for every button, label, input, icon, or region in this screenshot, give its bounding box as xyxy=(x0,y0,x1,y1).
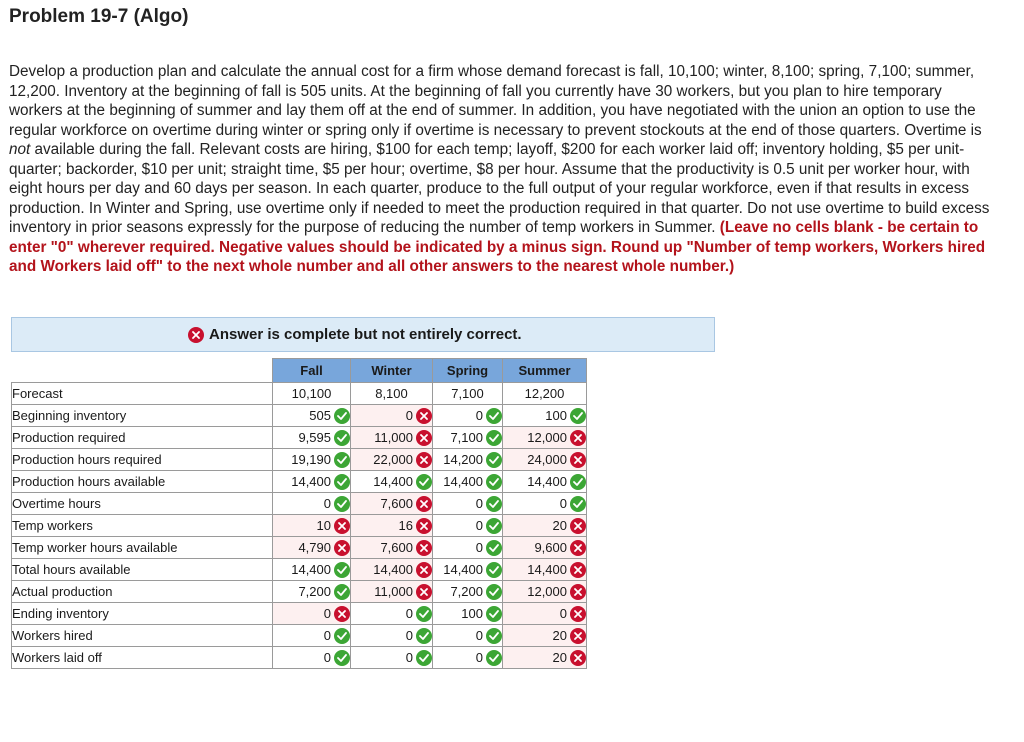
answer-cell-summer[interactable] xyxy=(503,449,587,471)
forecast-spring: 7,100 xyxy=(433,383,503,405)
answer-cell-summer[interactable] xyxy=(503,427,587,449)
answer-cell-fall[interactable] xyxy=(273,427,351,449)
table-row xyxy=(12,581,587,603)
answer-cell-fall[interactable] xyxy=(273,625,351,647)
incorrect-x-icon xyxy=(570,606,586,622)
answer-cell-spring[interactable] xyxy=(433,471,503,493)
answer-cell-winter[interactable] xyxy=(351,449,433,471)
answer-cell-fall[interactable] xyxy=(273,647,351,669)
answer-value: 14,400 xyxy=(443,474,483,489)
col-header-summer: Summer xyxy=(503,359,587,383)
correct-check-icon xyxy=(486,584,502,600)
incorrect-x-icon xyxy=(416,584,432,600)
answer-cell-fall[interactable] xyxy=(273,449,351,471)
answer-cell-spring[interactable] xyxy=(433,581,503,603)
table-row xyxy=(12,603,587,625)
correct-check-icon xyxy=(486,452,502,468)
incorrect-x-icon xyxy=(416,540,432,556)
answer-value: 505 xyxy=(309,408,331,423)
correct-check-icon xyxy=(334,584,350,600)
correct-check-icon xyxy=(416,474,432,490)
row-label: Temp workers xyxy=(12,515,273,537)
answer-value: 10 xyxy=(316,518,331,533)
row-label: Ending inventory xyxy=(12,603,273,625)
answer-cell-summer[interactable] xyxy=(503,405,587,427)
answer-cell-summer[interactable] xyxy=(503,537,587,559)
page-title: Problem 19-7 (Algo) xyxy=(9,6,189,27)
answer-value: 0 xyxy=(475,628,483,643)
answer-cell-summer[interactable] xyxy=(503,647,587,669)
problem-text-part1: Develop a production plan and calculate the annual cost for a firm whose demand forecast is fall, 10,100; winter, 8,100; spring, 7,100; summer, 12,200. Inventory at the beginning of fall is 505 units. At the beginning of fall you currently have 30 workers, but you plan to hire temporary workers at the beginning of summer and lay them off at the end of summer. In addition, you have negotiated with the union an option to use the regular workforce on overtime during winter or spring only if overtime is necessary to prevent stockouts at the end of those quarters. Overtime is xyxy=(9,63,982,139)
answer-value: 9,595 xyxy=(298,430,331,445)
answer-cell-winter[interactable] xyxy=(351,493,433,515)
answer-value: 9,600 xyxy=(534,540,567,555)
row-label: Forecast xyxy=(12,383,273,405)
table-header-row xyxy=(12,359,587,383)
correct-check-icon xyxy=(570,496,586,512)
col-header-fall: Fall xyxy=(273,359,351,383)
problem-text-part2: available during the fall. Relevant costs are hiring, $100 for each temp; layoff, $200 for each worker laid off; inventory holding, $5 per unit-quarter; backorder, $10 per unit; straight time, $5 per hour; overtime, $8 per hour. Assume that the productivity is 0.5 unit per worker hour, with eight hours per day and 60 days per season. In each quarter, produce to the full output of your regular workforce, even if that results in excess production. In Winter and Spring, use overtime only if needed to meet the production required in that quarter. Do not use overtime to build excess inventory in prior seasons expressly for the purpose of reducing the number of temp workers in Summer. xyxy=(9,141,990,236)
answer-value: 24,000 xyxy=(527,452,567,467)
incorrect-x-icon xyxy=(570,430,586,446)
correct-check-icon xyxy=(486,408,502,424)
answer-value: 11,000 xyxy=(374,430,413,445)
incorrect-x-icon xyxy=(416,518,432,534)
correct-check-icon xyxy=(334,408,350,424)
correct-check-icon xyxy=(486,518,502,534)
table-row xyxy=(12,537,587,559)
answer-value: 0 xyxy=(559,606,567,621)
incorrect-x-icon xyxy=(334,606,350,622)
incorrect-x-icon xyxy=(570,452,586,468)
forecast-summer: 12,200 xyxy=(503,383,587,405)
answer-value: 0 xyxy=(475,650,483,665)
row-label: Production hours required xyxy=(12,449,273,471)
answer-value: 4,790 xyxy=(298,540,331,555)
incorrect-x-icon xyxy=(570,584,586,600)
answer-cell-winter[interactable] xyxy=(351,471,433,493)
table-row-forecast xyxy=(12,383,587,405)
answer-value: 7,600 xyxy=(380,540,413,555)
correct-check-icon xyxy=(334,562,350,578)
correct-check-icon xyxy=(334,430,350,446)
answer-cell-winter[interactable] xyxy=(351,515,433,537)
answer-value: 0 xyxy=(323,496,331,511)
answer-value: 0 xyxy=(405,628,413,643)
row-label: Workers laid off xyxy=(12,647,273,669)
table-row xyxy=(12,449,587,471)
row-label: Overtime hours xyxy=(12,493,273,515)
answer-value: 0 xyxy=(323,628,331,643)
answer-cell-fall[interactable] xyxy=(273,493,351,515)
incorrect-x-icon xyxy=(570,650,586,666)
answer-value: 14,400 xyxy=(443,562,483,577)
correct-check-icon xyxy=(486,606,502,622)
answer-cell-winter[interactable] xyxy=(351,581,433,603)
answer-cell-spring[interactable] xyxy=(433,405,503,427)
answer-value: 0 xyxy=(559,496,567,511)
correct-check-icon xyxy=(334,650,350,666)
answer-value: 100 xyxy=(545,408,567,423)
incorrect-x-icon xyxy=(416,562,432,578)
incorrect-x-icon xyxy=(416,430,432,446)
answer-value: 7,200 xyxy=(450,584,483,599)
incorrect-x-icon xyxy=(570,562,586,578)
col-header-spring: Spring xyxy=(433,359,503,383)
incorrect-x-icon xyxy=(570,540,586,556)
incorrect-x-icon xyxy=(416,496,432,512)
correct-check-icon xyxy=(486,562,502,578)
answer-value: 0 xyxy=(475,540,483,555)
table-row xyxy=(12,493,587,515)
answer-value: 0 xyxy=(405,650,413,665)
problem-text-emphasis: not xyxy=(9,141,31,158)
correct-check-icon xyxy=(570,474,586,490)
forecast-fall: 10,100 xyxy=(273,383,351,405)
forecast-winter: 8,100 xyxy=(351,383,433,405)
answer-cell-summer[interactable] xyxy=(503,625,587,647)
answer-value: 0 xyxy=(323,606,331,621)
x-circle-icon xyxy=(188,327,204,343)
answer-cell-fall[interactable] xyxy=(273,581,351,603)
table-row xyxy=(12,471,587,493)
incorrect-x-icon xyxy=(416,452,432,468)
answer-cell-winter[interactable] xyxy=(351,405,433,427)
row-label: Workers hired xyxy=(12,625,273,647)
answer-value: 0 xyxy=(323,650,331,665)
table-row xyxy=(12,427,587,449)
correct-check-icon xyxy=(416,606,432,622)
problem-text xyxy=(9,62,999,277)
answer-cell-spring[interactable] xyxy=(433,449,503,471)
correct-check-icon xyxy=(486,628,502,644)
problem-instruction: (Leave no cells blank - be certain to enter "0" wherever required. Negative values should be indicated by a minus sign. Round up "Number of temp workers, Workers hired and Workers laid off" to the next whole number and all other answers to the nearest whole number.) xyxy=(9,219,986,275)
table-row xyxy=(12,625,587,647)
correct-check-icon xyxy=(416,628,432,644)
answer-value: 12,000 xyxy=(527,584,567,599)
table-row xyxy=(12,647,587,669)
answer-value: 20 xyxy=(552,628,567,643)
answer-value: 0 xyxy=(475,408,483,423)
incorrect-x-icon xyxy=(570,628,586,644)
answer-value: 12,000 xyxy=(527,430,567,445)
correct-check-icon xyxy=(486,474,502,490)
correct-check-icon xyxy=(486,496,502,512)
answer-cell-summer[interactable] xyxy=(503,581,587,603)
answer-cell-summer[interactable] xyxy=(503,493,587,515)
answer-value: 100 xyxy=(461,606,483,621)
incorrect-x-icon xyxy=(570,518,586,534)
header-blank xyxy=(12,359,273,383)
correct-check-icon xyxy=(416,650,432,666)
answer-value: 7,600 xyxy=(380,496,413,511)
answer-value: 7,200 xyxy=(298,584,331,599)
answer-cell-summer[interactable] xyxy=(503,559,587,581)
answer-value: 14,400 xyxy=(527,474,567,489)
answer-cell-spring[interactable] xyxy=(433,625,503,647)
answer-cell-winter[interactable] xyxy=(351,559,433,581)
answer-cell-fall[interactable] xyxy=(273,537,351,559)
answer-cell-fall[interactable] xyxy=(273,471,351,493)
answer-value: 0 xyxy=(405,408,413,423)
correct-check-icon xyxy=(486,430,502,446)
answer-cell-spring[interactable] xyxy=(433,493,503,515)
answer-value: 11,000 xyxy=(374,584,413,599)
incorrect-x-icon xyxy=(416,408,432,424)
row-label: Beginning inventory xyxy=(12,405,273,427)
answer-value: 0 xyxy=(405,606,413,621)
answer-cell-winter[interactable] xyxy=(351,537,433,559)
answer-cell-winter[interactable] xyxy=(351,427,433,449)
row-label: Actual production xyxy=(12,581,273,603)
answer-cell-spring[interactable] xyxy=(433,427,503,449)
answer-status-banner xyxy=(11,317,715,352)
correct-check-icon xyxy=(570,408,586,424)
answer-value: 16 xyxy=(398,518,413,533)
answer-cell-fall[interactable] xyxy=(273,603,351,625)
row-label: Production hours available xyxy=(12,471,273,493)
answer-cell-spring[interactable] xyxy=(433,647,503,669)
incorrect-x-icon xyxy=(334,540,350,556)
answer-value: 19,190 xyxy=(291,452,331,467)
production-plan-table xyxy=(11,358,587,669)
answer-value: 7,100 xyxy=(450,430,483,445)
answer-cell-summer[interactable] xyxy=(503,515,587,537)
correct-check-icon xyxy=(334,628,350,644)
row-label: Production required xyxy=(12,427,273,449)
answer-cell-summer[interactable] xyxy=(503,603,587,625)
answer-cell-spring[interactable] xyxy=(433,537,503,559)
answer-value: 0 xyxy=(475,518,483,533)
correct-check-icon xyxy=(486,540,502,556)
answer-value: 14,200 xyxy=(443,452,483,467)
answer-value: 14,400 xyxy=(373,562,413,577)
row-label: Total hours available xyxy=(12,559,273,581)
correct-check-icon xyxy=(334,496,350,512)
answer-value: 14,400 xyxy=(291,562,331,577)
answer-cell-winter[interactable] xyxy=(351,625,433,647)
answer-value: 22,000 xyxy=(373,452,413,467)
answer-cell-winter[interactable] xyxy=(351,603,433,625)
incorrect-x-icon xyxy=(334,518,350,534)
answer-value: 20 xyxy=(552,650,567,665)
answer-cell-summer[interactable] xyxy=(503,471,587,493)
answer-cell-fall[interactable] xyxy=(273,515,351,537)
table-row xyxy=(12,405,587,427)
row-label: Temp worker hours available xyxy=(12,537,273,559)
answer-value: 14,400 xyxy=(527,562,567,577)
answer-value: 14,400 xyxy=(373,474,413,489)
answer-cell-fall[interactable] xyxy=(273,405,351,427)
answer-cell-winter[interactable] xyxy=(351,647,433,669)
correct-check-icon xyxy=(486,650,502,666)
col-header-winter: Winter xyxy=(351,359,433,383)
answer-cell-spring[interactable] xyxy=(433,559,503,581)
table-row xyxy=(12,559,587,581)
answer-cell-spring[interactable] xyxy=(433,515,503,537)
answer-status-text: Answer is complete but not entirely correct. xyxy=(209,326,522,343)
table-row xyxy=(12,515,587,537)
answer-cell-spring[interactable] xyxy=(433,603,503,625)
answer-value: 14,400 xyxy=(291,474,331,489)
answer-value: 20 xyxy=(552,518,567,533)
correct-check-icon xyxy=(334,474,350,490)
correct-check-icon xyxy=(334,452,350,468)
answer-cell-fall[interactable] xyxy=(273,559,351,581)
answer-value: 0 xyxy=(475,496,483,511)
